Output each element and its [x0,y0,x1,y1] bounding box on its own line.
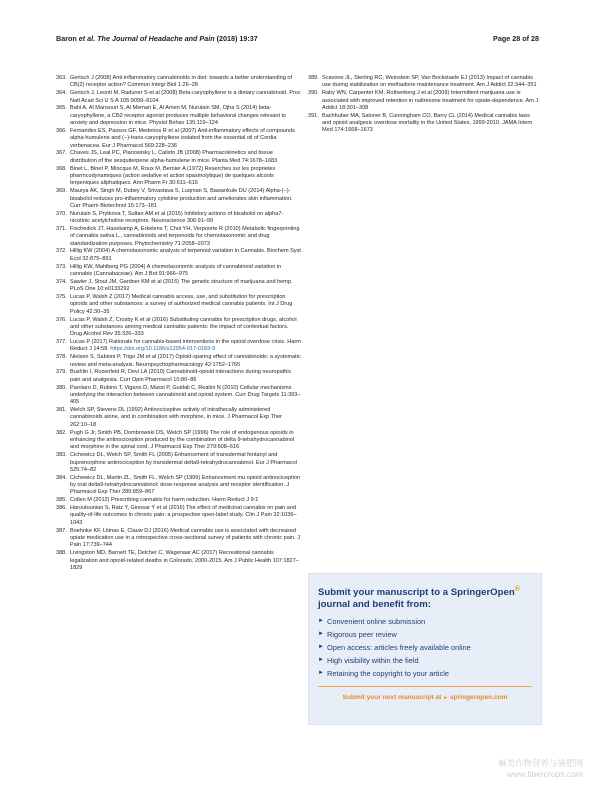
site-watermark [498,758,583,780]
promo-benefit-list [318,615,471,680]
promo-title-line2: journal and benefit from: [318,598,431,610]
reference-doi-link[interactable]: https://doi.org/10.1186/s12954-017-0183-9 [110,346,216,353]
references-left-column [56,75,301,573]
reference-text: Sawler J, Stout JM, Gardner KM et al (2015) The genetic structure of marijuana and hemp. PLoS One 10:e0133292 [70,278,293,293]
reference-item [56,248,301,263]
reference-text: Fernandes ES, Passos GF, Medeiros R et al (2007) Anti-inflammatory effects of compounds alpha-humulene and (−)-trans-caryophyllene isolated from the essential oil of Cordia verbenacea. Eur J Pharmacol 569:228–236 [70,127,295,149]
promo-benefit-text: Rigorous peer review [327,630,397,640]
header-year-page: (2018) 19:37 [216,34,258,43]
reference-text: Gertsch J (2008) Anti-inflammatory cannabinoids in diet: towards a better understanding of CB(2) receptor action? Commun Integr Biol 1:26–28 [70,75,292,89]
reference-number: 390. [308,90,319,97]
reference-item [56,550,301,572]
reference-item [56,385,301,407]
reference-item [56,105,301,127]
reference-text: Chaves JS, Leal PC, Pianowisky L, Calixto JB (2008) Pharmacokinetics and tissue distribution of the sesquiterpene alpha-humulene in mice. Planta Med 74:1678–1683 [70,150,278,164]
reference-text: Raby WN, Carpenter KM, Rothenberg J et al (2009) Intermittent marijuana use is associated with improved retention in naltrexone treatment for opiate-dependence. Am J Addict 18:301–308 [322,90,539,111]
reference-number: 388. [56,550,67,557]
running-header [56,34,258,43]
reference-item [56,528,301,550]
reference-item [56,317,301,339]
reference-number: 364. [56,90,67,97]
reference-number: 368. [56,165,67,172]
reference-item [56,188,301,210]
reference-item [56,211,301,226]
reference-text: Lucas P, Walsh Z, Crosby K et al (2016) Substituting cannabis for prescription drugs, alcohol and other substances among medical cannabis patients: the impact of contextual factors. Drug Alcohol Rev 35:326–333 [70,316,297,338]
reference-item [56,150,301,165]
springeropen-promo-box [308,573,542,725]
reference-item [308,75,540,90]
reference-text: Nielsen S, Sabioni P, Trigo JM et al (2017) Opioid-sparing effect of cannabinoids: a systematic review and meta-analysis. Neuropsychopharmacology 42:1752–1765 [70,354,301,368]
reference-number: 384. [56,474,67,481]
reference-item [56,497,301,504]
reference-item [56,166,301,188]
reference-item [56,354,301,369]
references-right-column [308,75,540,135]
reference-item [56,452,301,474]
arrow-right-icon: ► [443,695,449,701]
reference-number: 377. [56,339,67,346]
reference-text: Nurulain S, Prytkova T, Sultan AM et al (2015) Inhibitory actions of bisabolol on alpha7-nicotinic acetylcholine receptors. Neuroscience 306:91–99 [70,210,284,225]
reference-number: 374. [56,278,67,285]
reference-item [56,294,301,316]
reference-number: 373. [56,263,67,270]
reference-item [56,369,301,384]
reference-text: Welch SP, Stevens DL (1992) Antinociceptive activity of intrathecally administered cannabinoids alone, and in combination with morphine, in mice. J Pharmacol Exp Ther 262:10–18 [70,407,283,428]
reference-item [308,90,540,112]
reference-number: 369. [56,188,67,195]
reference-text: Hillig KW (2004) A chemotaxonomic analysis of terpenoid variation in Cannabis. Biochem Syst Ecol 32:875–891 [70,248,301,262]
reference-text: Cichewicz DL, Martin ZL, Smith FL, Welch SP (1999) Enhancement mu opioid antinociception by oral delta9-tetrahydrocannabinol: dose-response analysis and receptor identification. J Pharmacol Exp Ther 289:859–867 [70,474,301,496]
arrow-right-icon: ► [318,631,324,638]
reference-text: Lucas P (2017) Rationale for cannabis-based interventions in the opioid overdose crisis. Harm Reduct J 14:58. [70,339,301,353]
arrow-right-icon: ► [318,657,324,664]
reference-text: Bushlin I, Rozenfeld R, Devi LA (2010) Cannabinoid-opioid interactions during neuropathic pain and analgesia. Curr Opin Pharmacol 10:80–86 [70,369,292,383]
arrow-right-icon: ► [318,644,324,651]
promo-benefit-text: Retaining the copyright to your article [327,669,450,679]
reference-number: 366. [56,127,67,134]
watermark-line1: 麻类作物营养与施肥网 [497,758,583,768]
watermark-line2: www.fibercrops.com [506,769,583,779]
promo-benefit-item [318,667,471,680]
reference-number: 385. [56,497,67,504]
promo-benefit-text: High visibility within the field [327,656,419,666]
promo-benefit-item [318,654,471,667]
reference-text: Collen M (2012) Prescribing cannabis for harm reduction. Harm Reduct J 9:1 [70,497,259,504]
reference-text: Hillig KW, Mahlberg PG (2004) A chemotaxonomic analysis of cannabinoid variation in cannabis (Cannabaceae). Am J Bot 91:966–975 [70,263,282,277]
page-number: Page 28 of 28 [493,34,539,43]
reference-item [56,75,301,90]
reference-item [56,128,301,150]
reference-number: 375. [56,293,67,300]
reference-text: Bahi A, Al Mansouri S, Al Memari E, Al Ameri M, Nurulain SM, Ojha S (2014) beta-caryophyllene, a CB2 receptor agonist produces multiple behavioral changes relevant to anxiety and depression in mice. Physiol Behav 135:119–124 [70,105,287,127]
reference-number: 389. [308,75,319,81]
promo-title [318,584,520,610]
reference-number: 386. [56,505,67,512]
reference-text: Livingston MD, Barnett TE, Delcher C, Wagenaar AC (2017) Recreational cannabis legalization and opioid-related deaths in Colorado, 2000-2015. Am J Public Health 107:1827–1829 [70,550,299,571]
promo-benefit-text: Convenient online submission [327,617,426,626]
reference-item [56,339,301,354]
promo-cta-link[interactable]: springeropen.com [450,694,508,701]
reference-text: Lucas P, Walsh Z (2017) Medical cannabis access, use, and substitution for prescription opioids and other substances: a survey of authorized medical cannabis patients. Int J Drug Policy 42:30–35 [70,293,293,315]
reference-text: Haroutounian S, Ratz Y, Ginosar Y et al (2016) The effect of medicinal cannabis on pain and quality-of-life outcomes in chronic pain: a prospective open-label study. Clin J Pain 32:1036–1043 [70,505,297,526]
reference-item [56,90,301,105]
reference-text: Boehnke KF, Litinas E, Clauw DJ (2016) Medical cannabis use is associated with decreased opiate medication use in a retrospective cross-sectional survey of patients with chronic pain. J Pain 17:739–744 [70,527,301,549]
header-etal: et al. [78,34,96,43]
reference-number: 382. [56,429,67,436]
promo-benefit-text: Open access: articles freely available online [327,643,471,653]
page-header [56,34,539,46]
reference-number: 391. [308,112,319,119]
reference-item [308,113,540,135]
promo-registered-mark: ® [514,586,520,593]
reference-text: Bachhuber MA, Saloner B, Cunningham CO, Barry CL (2014) Medical cannabis laws and opioid analgesic overdose mortality in the United States, 1999-2010. JAMA Intern Med 174:1668–1673 [322,112,533,134]
reference-number: 376. [56,316,67,323]
promo-divider [318,686,532,687]
reference-text: Fischedick JT, Hazekamp A, Erkelens T, Choi YH, Verpoorte R (2010) Metabolic fingerprinting of cannabis sativa L., cannabinoids and terpenoids for chemotaxonomic and drug standardization purposes. Phytochemistry 71:2058–2073 [70,225,300,247]
promo-benefit-item [318,641,471,654]
reference-item [56,475,301,497]
reference-number: 363. [56,75,67,81]
reference-number: 387. [56,527,67,534]
reference-number: 370. [56,210,67,217]
promo-benefit-item [318,615,471,628]
reference-item [56,279,301,294]
reference-item [56,264,301,279]
promo-cta[interactable] [318,694,532,701]
reference-text: Pugh G Jr, Smith PB, Dombrowski DS, Welch SP (1996) The role of endogenous opioids in enhancing the antinociception produced by the combination of delta 9-tetrahydrocannabinol and morphine in the spinal cord. J Pharmacol Exp Ther 279:608–616 [70,429,295,451]
reference-text: Scavone JL, Sterling RC, Weinstein SP, Van Bockstaele EJ (2013) Impact of cannabis use during stabilization on methadone maintenance treatment. Am J Addict 22:344–351 [322,75,537,89]
reference-number: 383. [56,452,67,459]
reference-text: Gertsch J, Leonti M, Raduner S et al (2008) Beta-caryophyllene is a dietary cannabinoid. Proc Natl Acad Sci U S A 105:9099–9104 [70,90,301,104]
reference-number: 365. [56,105,67,112]
header-authors: Baron [56,34,77,43]
reference-number: 379. [56,369,67,376]
reference-item [56,430,301,452]
promo-benefit-item [318,628,471,641]
promo-cta-text: Submit your next manuscript at [342,694,442,701]
reference-number: 381. [56,407,67,414]
reference-number: 380. [56,384,67,391]
promo-title-line1: Submit your manuscript to a SpringerOpen [318,587,515,599]
reference-text: Parolaro D, Rubino T, Vigano D, Massi P, Guidali C, Realini N (2010) Cellular mechanisms underlying the interaction between cannabinoid and opioid system. Curr Drug Targets 11:393–405 [70,384,301,406]
reference-number: 372. [56,248,67,255]
reference-item [56,505,301,527]
reference-text: Cichewicz DL, Welch SP, Smith FL (2005) Enhancement of transdermal fentanyl and buprenorphine antinociception by transdermal delta9-tetrahydrocannabinol. Eur J Pharmacol 525:74–82 [70,452,297,473]
reference-item [56,226,301,248]
reference-text: Binet L, Binet P, Miocque M, Roux M, Bernier A (1972) Reserches sur les proprietes pharmcodynamiques (action sedative et action spasmolytique) de quelques alcools terpeniques aliphatiques. Ann Pharm Fr 30:611–616 [70,165,276,187]
arrow-right-icon: ► [318,670,324,677]
reference-number: 367. [56,150,67,157]
reference-number: 378. [56,354,67,361]
reference-item [56,407,301,429]
arrow-right-icon: ► [318,618,324,624]
reference-text: Maurya AK, Singh M, Dubey V, Srivastava S, Luqman S, Bawankule DU (2014) Alpha-(−)-bisabolol reduces pro-inflammatory cytokine production and ameliorates skin inflammation. Curr Pharm Biotechnol 15:173–181 [70,188,293,209]
reference-number: 371. [56,225,67,232]
header-journal: The Journal of Headache and Pain [97,34,215,43]
